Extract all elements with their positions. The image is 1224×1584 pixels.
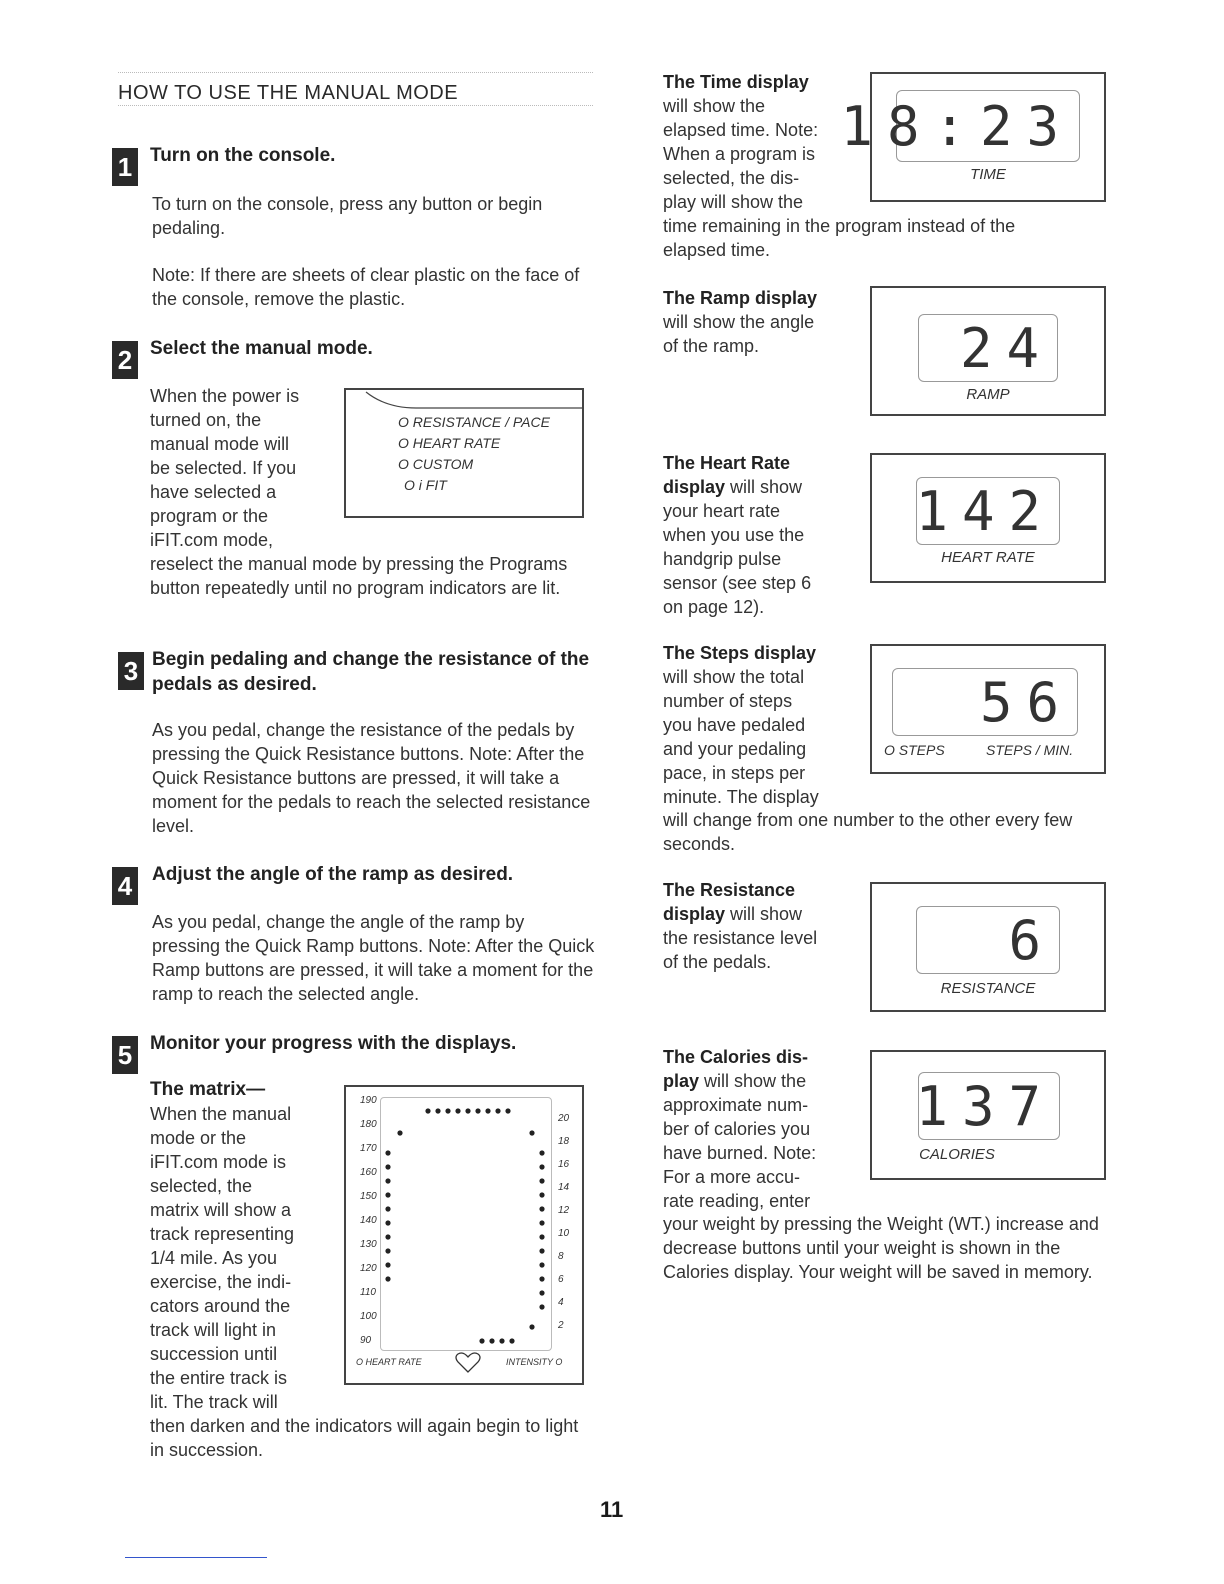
steps-caption: O STEPS [884,742,945,758]
text-line: lit. The track will [150,1392,278,1412]
text-line: will show the [663,96,766,116]
step-5-text-rest: then darken and the indicators will again begin to light in succession. [150,1416,579,1460]
step-2-number: 2 [112,341,138,379]
page-number: 11 [600,1497,624,1522]
text-line: selected, the [150,1176,253,1196]
text-line: of the pedals. [663,952,772,972]
resistance-title-2: display [663,904,726,924]
text-line: cators around the [150,1296,291,1316]
heart-title-2: display [663,477,726,497]
text-line: on page 12). [663,597,765,617]
heart-text [663,451,863,619]
steps-display-panel [870,644,1106,774]
option-heart-rate: O HEART RATE [398,435,501,451]
track-dot [397,1130,402,1135]
tick-label: 20 [558,1113,570,1124]
text-line: program or the [150,506,269,526]
track-dot [385,1234,390,1239]
resistance-text [663,878,863,974]
track-dot [489,1338,494,1343]
steps-per-min-caption: STEPS / MIN. [986,742,1074,758]
track-dot [425,1108,430,1113]
track-dot [539,1150,544,1155]
text-line: track representing [150,1224,295,1244]
track-dot [435,1108,440,1113]
calories-inline-text: will show the [699,1071,807,1091]
track-dot [539,1206,544,1211]
step-3-heading: Begin pedaling and change the resistance of the pedals as desired. [152,649,590,695]
steps-title: The Steps display [663,643,817,663]
text-line: your heart rate [663,501,781,521]
track-dot [385,1150,390,1155]
time-lcd [840,90,1080,162]
tick-label: 8 [558,1251,564,1262]
tick-label: 130 [360,1239,377,1250]
step-4-text: As you pedal, change the angle of the ramp by pressing the Quick Ramp buttons. Note: After the Quick Ramp buttons are pressed, it will take a moment for the ramp to reach the selected angle. [152,912,595,1004]
tick-label: 190 [360,1095,377,1106]
calories-title-2: play [663,1071,700,1091]
track-dot [539,1234,544,1239]
tick-label: 14 [558,1182,570,1193]
step-5-heading: Monitor your progress with the displays. [150,1033,517,1054]
track-indicators [382,1097,550,1349]
calories-caption: CALORIES [919,1146,995,1163]
steps-text [663,641,863,809]
text-line: ber of calories you [663,1119,811,1139]
resistance-lcd [916,906,1060,974]
track-dot [539,1164,544,1169]
text-line: the entire track is [150,1368,288,1388]
resistance-caption: RESISTANCE [940,980,1036,997]
track-dot [445,1108,450,1113]
program-panel [344,388,584,518]
option-resistance-pace: O RESISTANCE / PACE [398,414,550,430]
track-dot [509,1338,514,1343]
track-dot [539,1248,544,1253]
text-line: and your pedaling [663,739,807,759]
text-line: rate reading, enter [663,1191,811,1211]
tick-label: 140 [360,1215,377,1226]
step-1-number: 1 [112,148,138,186]
text-line: approximate num- [663,1095,809,1115]
calories-title: The Calories dis- [663,1047,809,1067]
footer-line [125,1557,267,1558]
tick-label: 170 [360,1143,377,1154]
time-text [663,70,863,214]
resistance-display-panel [870,882,1106,1012]
track-dot [539,1262,544,1267]
time-display-panel [840,72,1106,202]
track-dot [465,1108,470,1113]
tick-label: 180 [360,1119,377,1130]
track-dot [385,1248,390,1253]
calories-text-rest: your weight by pressing the Weight (WT.) increase and decrease buttons until your weight is shown in the Calories display. Your weight will be saved in memory. [663,1214,1099,1282]
track-dot [455,1108,460,1113]
text-line: you have pedaled [663,715,806,735]
text-line: When the power is [150,386,300,406]
time-value: 18:23 [840,95,1073,158]
ramp-title: The Ramp display [663,288,818,308]
text-line: exercise, the indi- [150,1272,292,1292]
matrix-title: The matrix— [150,1079,266,1100]
calories-lcd [915,1072,1060,1140]
text-line: minute. The display [663,787,819,807]
text-line: will show the total [663,667,805,687]
text-line: When a program is [663,144,816,164]
text-line: when you use the [663,525,805,545]
resistance-value: 6 [1008,909,1055,972]
intensity-label: INTENSITY O [506,1357,563,1367]
text-line: For a more accu- [663,1167,801,1187]
matrix-panel [344,1085,584,1385]
track-dot [475,1108,480,1113]
text-line: have selected a [150,482,277,502]
time-caption: TIME [970,166,1006,183]
tick-label: 100 [360,1311,377,1322]
heart-rate-label: O HEART RATE [356,1357,422,1367]
steps-text-rest: will change from one number to the other every few seconds. [663,810,1073,854]
track-dot [479,1338,484,1343]
heart-caption: HEART RATE [941,549,1035,566]
tick-label: 90 [360,1335,372,1346]
step-3-text: As you pedal, change the resistance of the pedals by pressing the Quick Resistance buttons. Note: After the Quick Resistance buttons are pressed, it will take a moment for the pedals to reach the selected resistance level. [152,720,591,836]
step-5-text-wrap [150,1102,340,1414]
option-custom: O CUSTOM [398,456,474,472]
step-2-text-rest: reselect the manual mode by pressing the Programs button repeatedly until no program indicators are lit. [150,554,568,598]
track-dot [539,1304,544,1309]
track-dot [539,1220,544,1225]
tick-label: 160 [360,1167,377,1178]
text-line: selected, the dis- [663,168,800,188]
track-dot [385,1262,390,1267]
heart-inline-text: will show [725,477,803,497]
tick-label: 6 [558,1274,564,1285]
track-dot [485,1108,490,1113]
track-dot [539,1276,544,1281]
text-line: iFIT.com mode is [150,1152,287,1172]
matrix-right-scale [558,1113,580,1353]
track-dot [385,1178,390,1183]
calories-text [663,1045,863,1213]
steps-value: 56 [979,671,1073,734]
heart-icon [454,1351,482,1375]
step-1-heading: Turn on the console. [150,145,336,166]
track-dot [539,1192,544,1197]
track-dot [385,1276,390,1281]
step-4-number: 4 [112,867,138,905]
text-line: 1/4 mile. As you [150,1248,278,1268]
step-4-heading: Adjust the angle of the ramp as desired. [152,864,514,885]
tick-label: 120 [360,1263,377,1274]
time-text-rest: time remaining in the program instead of the elapsed time. [663,216,1016,260]
text-line: have burned. Note: [663,1143,817,1163]
text-line: pace, in steps per [663,763,806,783]
text-line: be selected. If you [150,458,297,478]
resistance-title: The Resistance [663,880,796,900]
step-5-number: 5 [112,1036,138,1074]
text-line: number of steps [663,691,793,711]
steps-lcd [892,668,1078,736]
tick-label: 10 [558,1228,570,1239]
ramp-value: 24 [959,317,1053,380]
track-dot [539,1178,544,1183]
track-dot [529,1324,534,1329]
matrix-left-scale [360,1095,382,1355]
heart-lcd [916,477,1060,545]
ramp-caption: RAMP [966,386,1010,403]
text-line: iFIT.com mode, [150,530,274,550]
time-title: The Time display [663,72,809,92]
option-ifit: O i FIT [404,477,447,493]
tick-label: 4 [558,1297,564,1308]
step-1-text: To turn on the console, press any button or begin pedaling. [152,194,543,238]
text-line: sensor (see step 6 [663,573,812,593]
step-2-text-wrap [150,384,340,552]
text-line: the resistance level [663,928,818,948]
text-line: mode or the [150,1128,247,1148]
heart-display-panel [870,453,1106,583]
step-2-heading: Select the manual mode. [150,338,373,359]
track-dot [385,1206,390,1211]
text-line: When the manual [150,1104,292,1124]
heart-title: The Heart Rate [663,453,791,473]
track-dot [385,1220,390,1225]
calories-display-panel [870,1050,1106,1180]
tick-label: 12 [558,1205,570,1216]
ramp-display-panel [870,286,1106,416]
tick-label: 2 [558,1320,564,1331]
page-title: HOW TO USE THE MANUAL MODE [118,82,459,104]
track-dot [539,1290,544,1295]
track-dot [529,1130,534,1135]
text-line: succession until [150,1344,278,1364]
tick-label: 150 [360,1191,377,1202]
text-line: elapsed time. Note: [663,120,819,140]
text-line: will show the angle [663,312,815,332]
track-dot [499,1338,504,1343]
text-line: track will light in [150,1320,277,1340]
text-line: manual mode will [150,434,290,454]
step-1-note: Note: If there are sheets of clear plastic on the face of the console, remove the plastic. [152,265,580,309]
text-line: matrix will show a [150,1200,292,1220]
resistance-inline-text: will show [725,904,803,924]
tick-label: 110 [360,1287,376,1298]
track-dot [495,1108,500,1113]
calories-value: 137 [915,1075,1055,1138]
text-line: handgrip pulse [663,549,782,569]
text-line: turned on, the [150,410,262,430]
step-3-number: 3 [118,652,144,690]
track-dot [505,1108,510,1113]
heart-value: 142 [915,480,1055,543]
ramp-lcd [918,314,1058,382]
tick-label: 18 [558,1136,570,1147]
track-dot [385,1192,390,1197]
ramp-text [663,286,863,358]
tick-label: 16 [558,1159,570,1170]
text-line: play will show the [663,192,804,212]
track-dot [385,1164,390,1169]
text-line: of the ramp. [663,336,760,356]
